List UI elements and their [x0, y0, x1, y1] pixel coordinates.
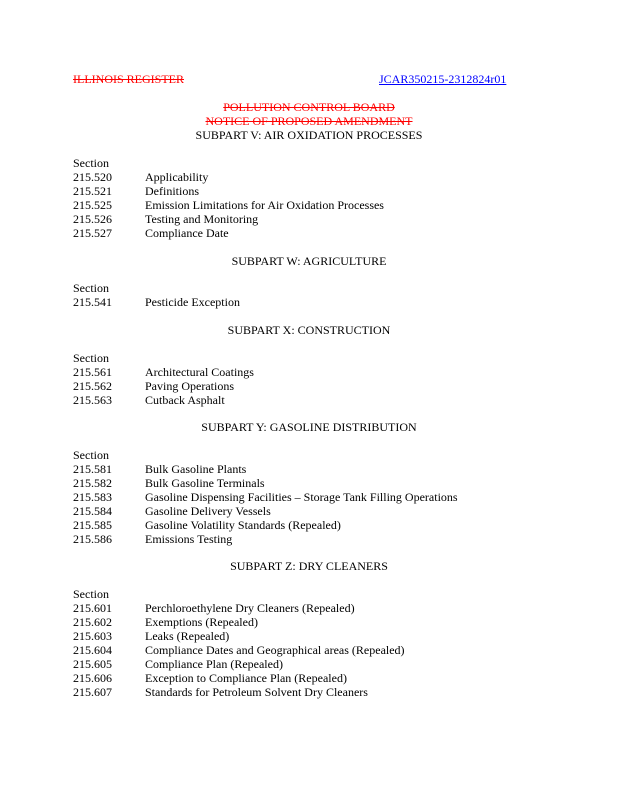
- section-number: 215.601: [73, 601, 112, 615]
- notice-heading: [0, 114, 618, 129]
- section-title: Emission Limitations for Air Oxidation Processes: [145, 198, 384, 212]
- section-title: Compliance Dates and Geographical areas (Repealed): [145, 643, 405, 657]
- section-title: Exemptions (Repealed): [145, 615, 258, 629]
- section-number: 215.561: [73, 365, 112, 379]
- section-number: 215.606: [73, 671, 112, 685]
- section-title: Architectural Coatings: [145, 365, 254, 379]
- section-number: 215.583: [73, 490, 112, 504]
- register-header: ILLINOIS REGISTER: [73, 72, 184, 86]
- list-item: [73, 198, 384, 212]
- section-number: 215.602: [73, 615, 112, 629]
- section-title: Applicability: [145, 170, 209, 184]
- section-title: Emissions Testing: [145, 532, 233, 546]
- list-item: [73, 671, 347, 685]
- section-number: 215.541: [73, 295, 112, 309]
- list-item: [73, 601, 355, 615]
- document-id-link[interactable]: JCAR350215-2312824r01: [379, 72, 507, 86]
- list-item: [73, 532, 232, 546]
- section-number: 215.525: [73, 198, 112, 212]
- subpart-heading: SUBPART X: CONSTRUCTION: [227, 323, 391, 337]
- section-number: 215.527: [73, 226, 112, 240]
- list-item: [73, 476, 265, 490]
- list-item: [73, 643, 405, 657]
- section-title: Testing and Monitoring: [145, 212, 259, 226]
- list-item: [73, 184, 199, 198]
- section-number: 215.584: [73, 504, 112, 518]
- list-item: [73, 490, 458, 504]
- section-number: 215.607: [73, 685, 112, 699]
- notice-text: NOTICE OF PROPOSED AMENDMENT: [205, 114, 413, 128]
- list-item: [73, 212, 258, 226]
- section-number: 215.520: [73, 170, 112, 184]
- list-item: [73, 379, 234, 393]
- section-label: Section: [73, 281, 109, 295]
- list-item: [73, 657, 283, 671]
- section-number: 215.582: [73, 476, 112, 490]
- section-title: Gasoline Dispensing Facilities – Storage Tank Filling Operations: [145, 490, 458, 504]
- list-item: [73, 685, 368, 699]
- section-title: Gasoline Delivery Vessels: [145, 504, 271, 518]
- section-title: Compliance Plan (Repealed): [145, 657, 283, 671]
- section-title: Compliance Date: [145, 226, 229, 240]
- subpart-heading: SUBPART Y: GASOLINE DISTRIBUTION: [201, 420, 417, 434]
- section-number: 215.562: [73, 379, 112, 393]
- section-title: Bulk Gasoline Terminals: [145, 476, 265, 490]
- section-number: 215.603: [73, 629, 112, 643]
- subpart-heading: SUBPART Z: DRY CLEANERS: [230, 559, 388, 573]
- section-title: Standards for Petroleum Solvent Dry Cleaners: [145, 685, 368, 699]
- list-item: [73, 295, 240, 309]
- section-number: 215.585: [73, 518, 112, 532]
- section-number: 215.605: [73, 657, 112, 671]
- section-number: 215.581: [73, 462, 112, 476]
- section-label: Section: [73, 587, 109, 601]
- section-title: Gasoline Volatility Standards (Repealed): [145, 518, 341, 532]
- section-title: Exception to Compliance Plan (Repealed): [145, 671, 347, 685]
- section-title: Cutback Asphalt: [145, 393, 225, 407]
- section-title: Leaks (Repealed): [145, 629, 230, 643]
- section-number: 215.586: [73, 532, 112, 546]
- section-title: Definitions: [145, 184, 199, 198]
- list-item: [73, 365, 254, 379]
- section-number: 215.604: [73, 643, 112, 657]
- section-number: 215.526: [73, 212, 112, 226]
- section-title: Perchloroethylene Dry Cleaners (Repealed): [145, 601, 355, 615]
- section-title: Bulk Gasoline Plants: [145, 462, 247, 476]
- agency-text: POLLUTION CONTROL BOARD: [223, 100, 395, 114]
- list-item: [73, 462, 246, 476]
- list-item: [73, 226, 229, 240]
- list-item: [73, 629, 229, 643]
- section-title: Paving Operations: [145, 379, 234, 393]
- list-item: [73, 170, 208, 184]
- subpart-heading: SUBPART V: AIR OXIDATION PROCESSES: [195, 128, 423, 142]
- section-title: Pesticide Exception: [145, 295, 240, 309]
- subpart-heading: SUBPART W: AGRICULTURE: [231, 254, 387, 268]
- section-number: 215.521: [73, 184, 112, 198]
- section-label: Section: [73, 351, 109, 365]
- list-item: [73, 518, 341, 532]
- list-item: [73, 615, 258, 629]
- list-item: [73, 504, 271, 518]
- agency-heading: [0, 100, 618, 115]
- list-item: [73, 393, 225, 407]
- section-number: 215.563: [73, 393, 112, 407]
- section-label: Section: [73, 156, 109, 170]
- section-label: Section: [73, 448, 109, 462]
